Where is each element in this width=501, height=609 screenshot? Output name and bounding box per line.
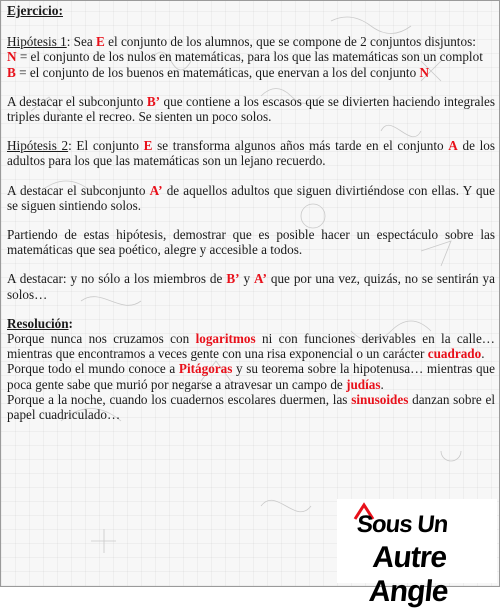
hypothesis-1-label: Hipótesis 1 bbox=[7, 34, 67, 50]
set-e: E bbox=[143, 138, 153, 154]
paragraph-a-prime bbox=[7, 183, 495, 213]
resolution-line-2 bbox=[7, 361, 495, 391]
text: de los adultos para los que las matemáticas son un lejano recuerdo. bbox=[7, 138, 495, 169]
text: ni con funciones derivables en la calle… mientras que encontramos a veces gente con una risa exponencial o un carácter bbox=[7, 331, 495, 362]
resolution-title bbox=[7, 316, 495, 331]
set-a-prime: A’ bbox=[149, 182, 163, 198]
set-b: B bbox=[7, 64, 16, 80]
colon: : bbox=[68, 315, 73, 331]
set-b-prime: B’ bbox=[146, 93, 161, 109]
hypothesis-1 bbox=[7, 34, 495, 80]
text: : El conjunto bbox=[68, 138, 144, 154]
logo-line-2: Autre Angle bbox=[367, 541, 450, 608]
set-e: E bbox=[96, 34, 105, 50]
text: y bbox=[239, 271, 254, 287]
resolution-section bbox=[7, 316, 495, 422]
text: que por una vez, quizás, no se sentirán ya solos… bbox=[7, 271, 495, 302]
logo-line-1: Sous Un bbox=[355, 511, 449, 538]
paragraph-highlight bbox=[7, 271, 495, 301]
resolution-line-1 bbox=[7, 331, 495, 361]
text: que contiene a los escasos que se divierten haciendo integrales triples durante el recreo. Se sienten un poco solos. bbox=[7, 93, 495, 125]
text: A destacar: y no sólo a los miembros de bbox=[7, 271, 227, 287]
text: : Sea bbox=[66, 34, 97, 50]
text: danzan sobre el papel cuadriculado… bbox=[7, 391, 495, 423]
text: A destacar el subconjunto bbox=[7, 93, 147, 109]
text: de aquellos adultos que siguen divirtiéndose con ellas. Y que se siguen sintiendo solos. bbox=[7, 182, 496, 213]
text: . bbox=[481, 346, 485, 362]
text: el conjunto de los alumnos, que se compone de 2 conjuntos disjuntos: bbox=[104, 34, 476, 50]
hypothesis-2 bbox=[7, 138, 495, 168]
paragraph-b-prime bbox=[7, 94, 495, 124]
text: se transforma algunos años más tarde en el conjunto bbox=[152, 138, 449, 154]
text: = el conjunto de los nulos en matemáticas, para los que las matemáticas son un complot bbox=[16, 49, 483, 65]
text: Porque nunca nos cruzamos con bbox=[7, 331, 196, 347]
word-judias: judías bbox=[346, 376, 381, 392]
word-pitagoras: Pitágoras bbox=[178, 361, 233, 377]
set-a: A bbox=[448, 138, 458, 154]
set-n: N bbox=[7, 49, 17, 65]
text: y su teorema sobre la hipotenusa… mientras que poca gente sabe que murió por negarse a atravesar un campo de bbox=[7, 361, 495, 392]
exercise-text bbox=[7, 3, 495, 422]
resolution-line-3 bbox=[7, 392, 495, 422]
text: = el conjunto de los buenos en matemáticas, que enervan a los del conjunto bbox=[15, 64, 420, 80]
resolution-label: Resolución bbox=[7, 315, 69, 331]
text: Porque todo el mundo conoce a bbox=[7, 361, 179, 377]
word-cuadrado: cuadrado bbox=[427, 346, 482, 362]
word-logaritmos: logaritmos bbox=[195, 331, 256, 347]
set-n: N bbox=[419, 64, 430, 80]
text: A destacar el subconjunto bbox=[7, 182, 150, 198]
set-a-prime: A’ bbox=[253, 271, 267, 287]
exercise-title: Ejercicio: bbox=[7, 3, 63, 18]
paragraph-demonstrate: Partiendo de estas hipótesis, demostrar que es posible hacer un espectáculo sobre las matemáticas que sea poético, alegre y accesible a todos. bbox=[7, 227, 495, 258]
sous-un-autre-angle-logo bbox=[337, 499, 497, 608]
word-sinusoides: sinusoides bbox=[351, 391, 409, 407]
text: Porque a la noche, cuando los cuadernos escolares duermen, las bbox=[7, 391, 352, 407]
text: . bbox=[380, 376, 384, 392]
hypothesis-2-label: Hipótesis 2 bbox=[7, 138, 69, 154]
set-b-prime: B’ bbox=[226, 271, 240, 287]
